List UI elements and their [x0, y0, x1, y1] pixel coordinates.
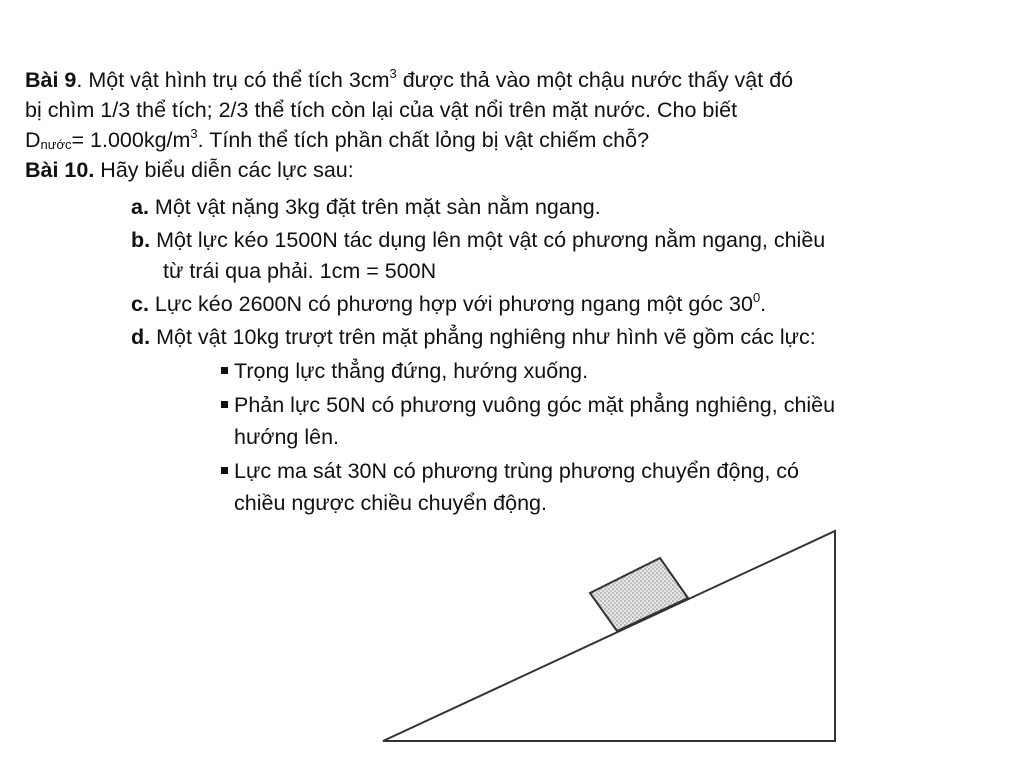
bai9-label: Bài 9 [25, 68, 77, 92]
bai9-text-3a: = 1.000kg/m [71, 128, 191, 152]
item-c-end: . [760, 292, 767, 316]
bai9-text-1b: được thả vào một chậu nước thấy vật đó [396, 68, 794, 92]
item-d-text: Một vật 10kg trượt trên mặt phẳng nghiêng như hình vẽ gồm các lực: [150, 325, 816, 349]
item-c-label: c. [131, 292, 149, 316]
item-b-text-1: Một lực kéo 1500N tác dụng lên một vật có phương nằm ngang, chiều [150, 228, 826, 252]
item-b-line-2: từ trái qua phải. 1cm = 500N [163, 259, 437, 283]
incline-triangle [383, 531, 835, 741]
bai9-text-1a: . Một vật hình trụ có thể tích 3cm [76, 68, 390, 92]
bullet-1-text: Trọng lực thẳng đứng, hướng xuống. [234, 359, 589, 383]
bai9-text-3b: . Tính thể tích phần chất lỏng bị vật chiếm chỗ? [197, 128, 650, 152]
item-a-text: Một vật nặng 3kg đặt trên mặt sàn nằm ngang. [148, 195, 601, 219]
item-c-sup: 0 [752, 290, 761, 305]
item-c-text: Lực kéo 2600N có phương hợp với phương ngang một góc 30 [148, 292, 753, 316]
density-subscript: nước [40, 137, 72, 152]
sliding-block [590, 558, 688, 631]
bai9-sup-3: 3 [190, 126, 198, 141]
item-d-label: d. [131, 325, 151, 349]
bai10-label: Bài 10. [25, 158, 95, 182]
bullet-3-line-2: chiều ngược chiều chuyển động. [234, 491, 547, 515]
bai10-intro: Hãy biểu diễn các lực sau: [94, 158, 354, 182]
bullet-3-text-1: Lực ma sát 30N có phương trùng phương chuyển động, có [234, 459, 800, 483]
bullet-2-line-2: hướng lên. [234, 425, 340, 449]
item-b-label: b. [131, 228, 151, 252]
bai9-line-2: bị chìm 1/3 thể tích; 2/3 thể tích còn lại của vật nổi trên mặt nước. Cho biết [25, 98, 738, 122]
density-symbol: D [25, 128, 41, 152]
bullet-2-text-1: Phản lực 50N có phương vuông góc mặt phẳng nghiêng, chiều [234, 393, 836, 417]
item-a-label: a. [131, 195, 149, 219]
bai9-sup-1: 3 [389, 66, 397, 81]
